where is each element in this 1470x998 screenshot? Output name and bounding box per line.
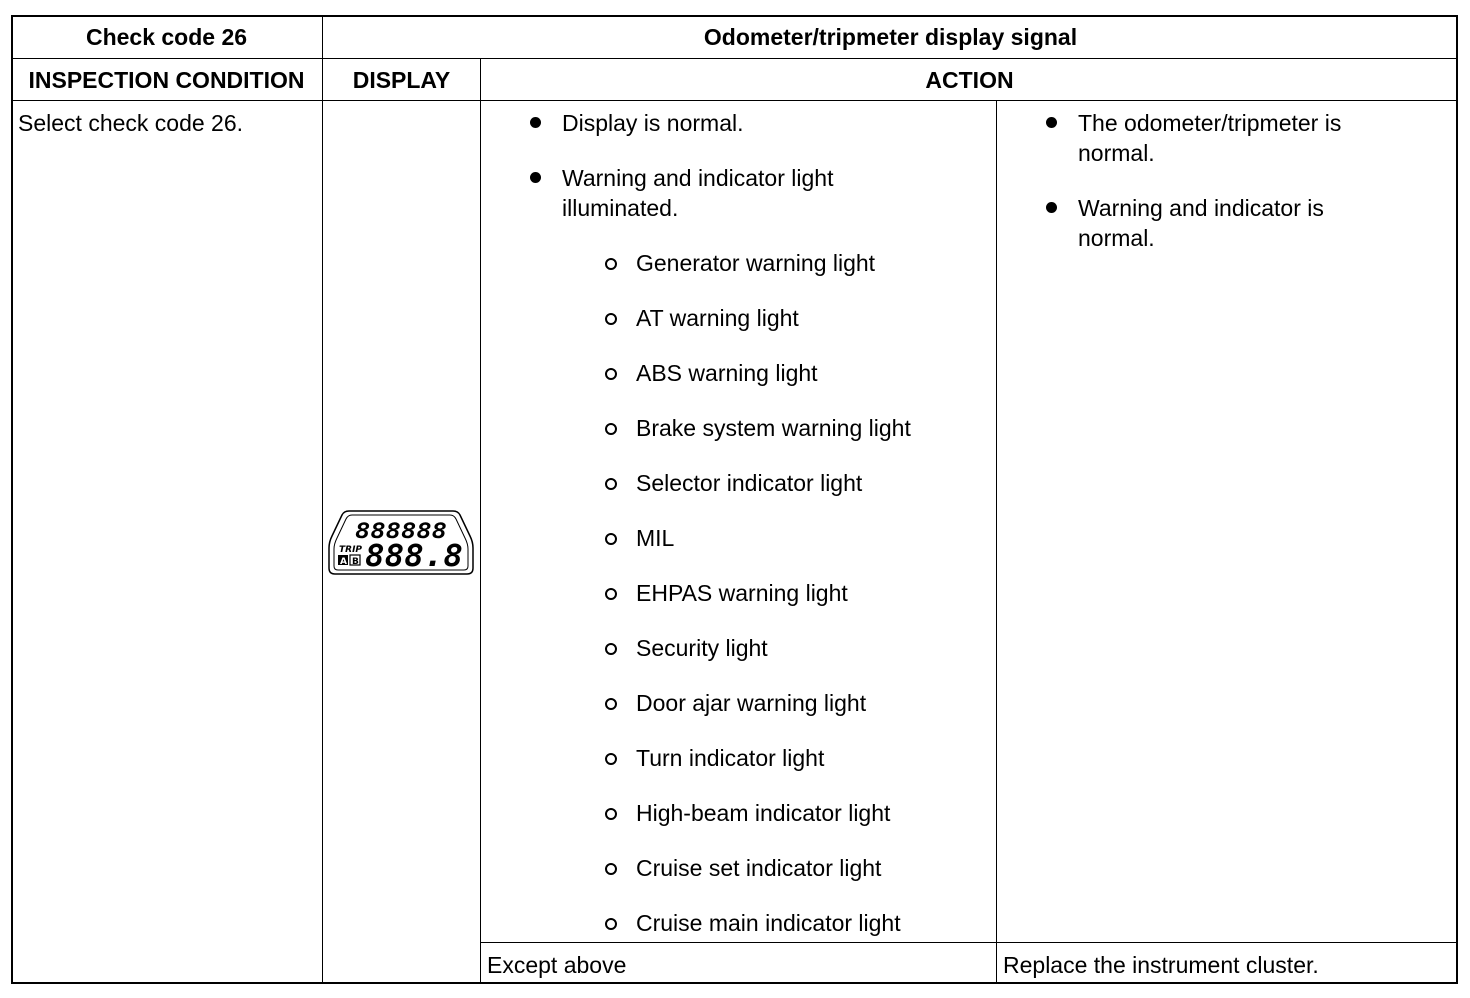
col-divider-condition	[322, 15, 323, 984]
row-divider-except	[480, 942, 1458, 943]
inspection-condition-heading: INSPECTION CONDITION	[28, 67, 305, 93]
col-divider-display	[480, 58, 481, 984]
ring-bullet-icon	[605, 588, 617, 600]
ring-bullet-icon	[605, 808, 617, 820]
light-item: Selector indicator light	[636, 470, 863, 496]
inspection-condition-text: Select check code 26.	[18, 110, 244, 136]
ring-bullet-icon	[605, 698, 617, 710]
display-heading: DISPLAY	[352, 67, 451, 93]
check-warning-light-line1: Warning and indicator light	[562, 165, 834, 191]
trip-label: TRIP	[339, 545, 363, 555]
light-item: Turn indicator light	[636, 745, 825, 771]
signal-title-heading: Odometer/tripmeter display signal	[703, 24, 1078, 50]
ring-bullet-icon	[605, 258, 617, 270]
ring-bullet-icon	[605, 863, 617, 875]
odometer-digits: 888888	[355, 519, 447, 543]
light-item: Cruise set indicator light	[636, 855, 882, 881]
ring-bullet-icon	[605, 643, 617, 655]
bullet-icon	[1046, 202, 1057, 213]
trip-sub-a: A	[340, 557, 347, 567]
check-warning-light-line2: illuminated.	[562, 195, 679, 221]
trip-sub-b: B	[352, 557, 359, 567]
check-display-normal: Display is normal.	[562, 110, 744, 136]
result-warning-line2: normal.	[1078, 225, 1155, 251]
check-code-heading: Check code 26	[85, 24, 248, 50]
bullet-icon	[530, 117, 541, 128]
trip-digits: 888.8	[365, 539, 463, 574]
ring-bullet-icon	[605, 368, 617, 380]
replace-cluster-action: Replace the instrument cluster.	[1003, 952, 1319, 978]
light-item: Cruise main indicator light	[636, 910, 901, 936]
light-item: MIL	[636, 525, 675, 551]
light-item: AT warning light	[636, 305, 799, 331]
light-item: High-beam indicator light	[636, 800, 891, 826]
ring-bullet-icon	[605, 533, 617, 545]
check-code-table	[11, 15, 1458, 984]
result-odometer-line2: normal.	[1078, 140, 1155, 166]
light-item: EHPAS warning light	[636, 580, 848, 606]
ring-bullet-icon	[605, 313, 617, 325]
except-above-label: Except above	[487, 952, 627, 978]
action-heading: ACTION	[925, 67, 1014, 93]
ring-bullet-icon	[605, 918, 617, 930]
ring-bullet-icon	[605, 753, 617, 765]
result-odometer-line1: The odometer/tripmeter is	[1078, 110, 1342, 136]
light-item: ABS warning light	[636, 360, 818, 386]
ring-bullet-icon	[605, 423, 617, 435]
bullet-icon	[530, 172, 541, 183]
result-warning-line1: Warning and indicator is	[1078, 195, 1324, 221]
ring-bullet-icon	[605, 478, 617, 490]
light-item: Security light	[636, 635, 768, 661]
light-item: Brake system warning light	[636, 415, 911, 441]
col-divider-result	[996, 100, 997, 984]
bullet-icon	[1046, 117, 1057, 128]
odometer-lcd-display-icon	[327, 508, 475, 576]
light-item: Door ajar warning light	[636, 690, 867, 716]
light-item: Generator warning light	[636, 250, 876, 276]
